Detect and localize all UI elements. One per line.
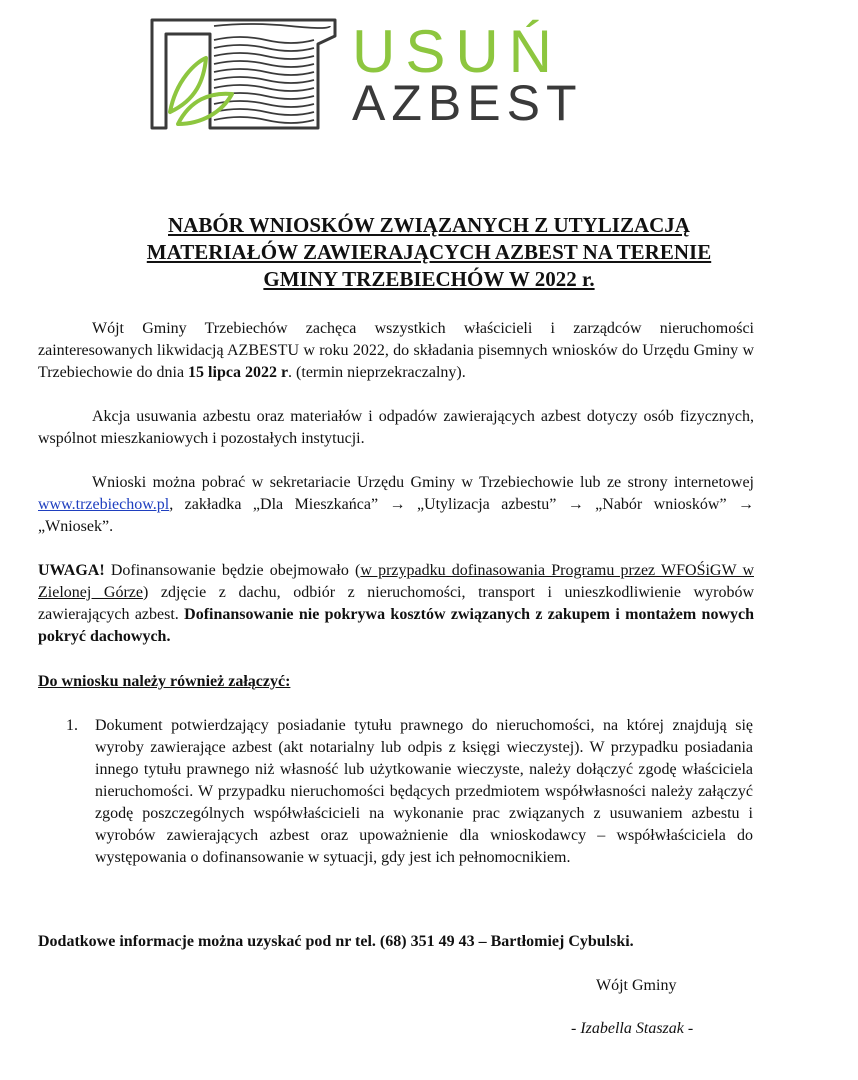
notice-label: UWAGA! [38, 562, 105, 579]
notice-condition: w przypadku dofinasowania Programu przez WFOŚiGW w Zielonej Górze [38, 562, 754, 601]
logo-word-usun: USUŃ [352, 18, 563, 85]
title-line-1: NABÓR WNIOSKÓW ZWIĄZANYCH Z UTYLIZACJĄ [168, 213, 690, 237]
notice-paragraph [38, 560, 754, 648]
title-line-2: MATERIAŁÓW ZAWIERAJĄCYCH AZBEST NA TERENIE [146, 240, 712, 264]
notice-bold-text: Dofinansowanie nie pokrywa kosztów związanych z zakupem i montażem nowych pokryć dachowych. [38, 606, 754, 645]
download-paragraph [38, 472, 754, 538]
notice-text-2: ) zdjęcie z dachu, odbiór z nieruchomości, transport i unieszkodliwienie wyrobów zawierających azbest. [38, 584, 754, 623]
title-line-3: GMINY TRZEBIECHÓW W 2022 r. [263, 267, 595, 291]
logo-word-azbest: AZBEST [352, 75, 583, 131]
intro-text-end: . (termin nieprzekraczalny). [288, 364, 466, 381]
signature-role: Wójt Gminy [596, 977, 677, 994]
website-link[interactable]: www.trzebiechow.pl [38, 496, 170, 513]
page-title [40, 212, 818, 293]
signature-name: - Izabella Staszak - [571, 1020, 694, 1037]
download-text: Wnioski można pobrać w sekretariacie Urzędu Gminy w Trzebiechowie lub ze strony internetowej [92, 474, 754, 491]
download-path-text: , zakładka „Dla Mieszkańca” → „Utylizacja azbestu” → „Nabór wniosków” → „Wniosek”. [38, 496, 754, 535]
attachments-heading: Do wniosku należy również załączyć: [38, 673, 291, 690]
deadline-date: 15 lipca 2022 r [188, 364, 289, 381]
azbest-roof-icon [0, 0, 340, 150]
intro-text: Wójt Gminy Trzebiechów zachęca wszystkich właścicieli i zarządców nieruchomości zainteresowanych likwidacją AZBESTU w roku 2022, do składania pisemnych wniosków do Urzędu Gminy w Trzebiechowie do dnia [38, 320, 754, 381]
scope-paragraph [38, 406, 754, 450]
notice-text: Dofinansowanie będzie obejmowało ( [104, 562, 361, 579]
list-item-number: 1. [66, 717, 78, 734]
scope-text: Akcja usuwania azbestu oraz materiałów i odpadów zawierających azbest dotyczy osób fizycznych, wspólnot mieszkaniowych i pozostałych instytucji. [38, 408, 754, 447]
list-item: Dokument potwierdzający posiadanie tytułu prawnego do nieruchomości, na której znajdują się wyroby zawierające azbest (akt notarialny lub odpis z księgi wieczystej). W przypadku posiadania innego tytułu prawnego niż własność lub użytkowanie wieczyste, należy dołączyć zgodę właściciela nieruchomości. W przypadku nieruchomości będących przedmiotem współwłasności należy załączyć zgodę poszczególnych współwłaścicieli na wykonanie prac związanych z usuwaniem azbestu i wyrobów zawierających azbest oraz upoważnienie dla wnioskodawcy – współwłaściciela do występowania o dofinansowanie w sytuacji, gdy jest ich pełnomocnikiem. [95, 717, 753, 866]
intro-paragraph [38, 318, 754, 384]
contact-info: Dodatkowe informacje można uzyskać pod nr tel. (68) 351 49 43 – Bartłomiej Cybulski. [38, 933, 634, 950]
logo [0, 0, 858, 150]
